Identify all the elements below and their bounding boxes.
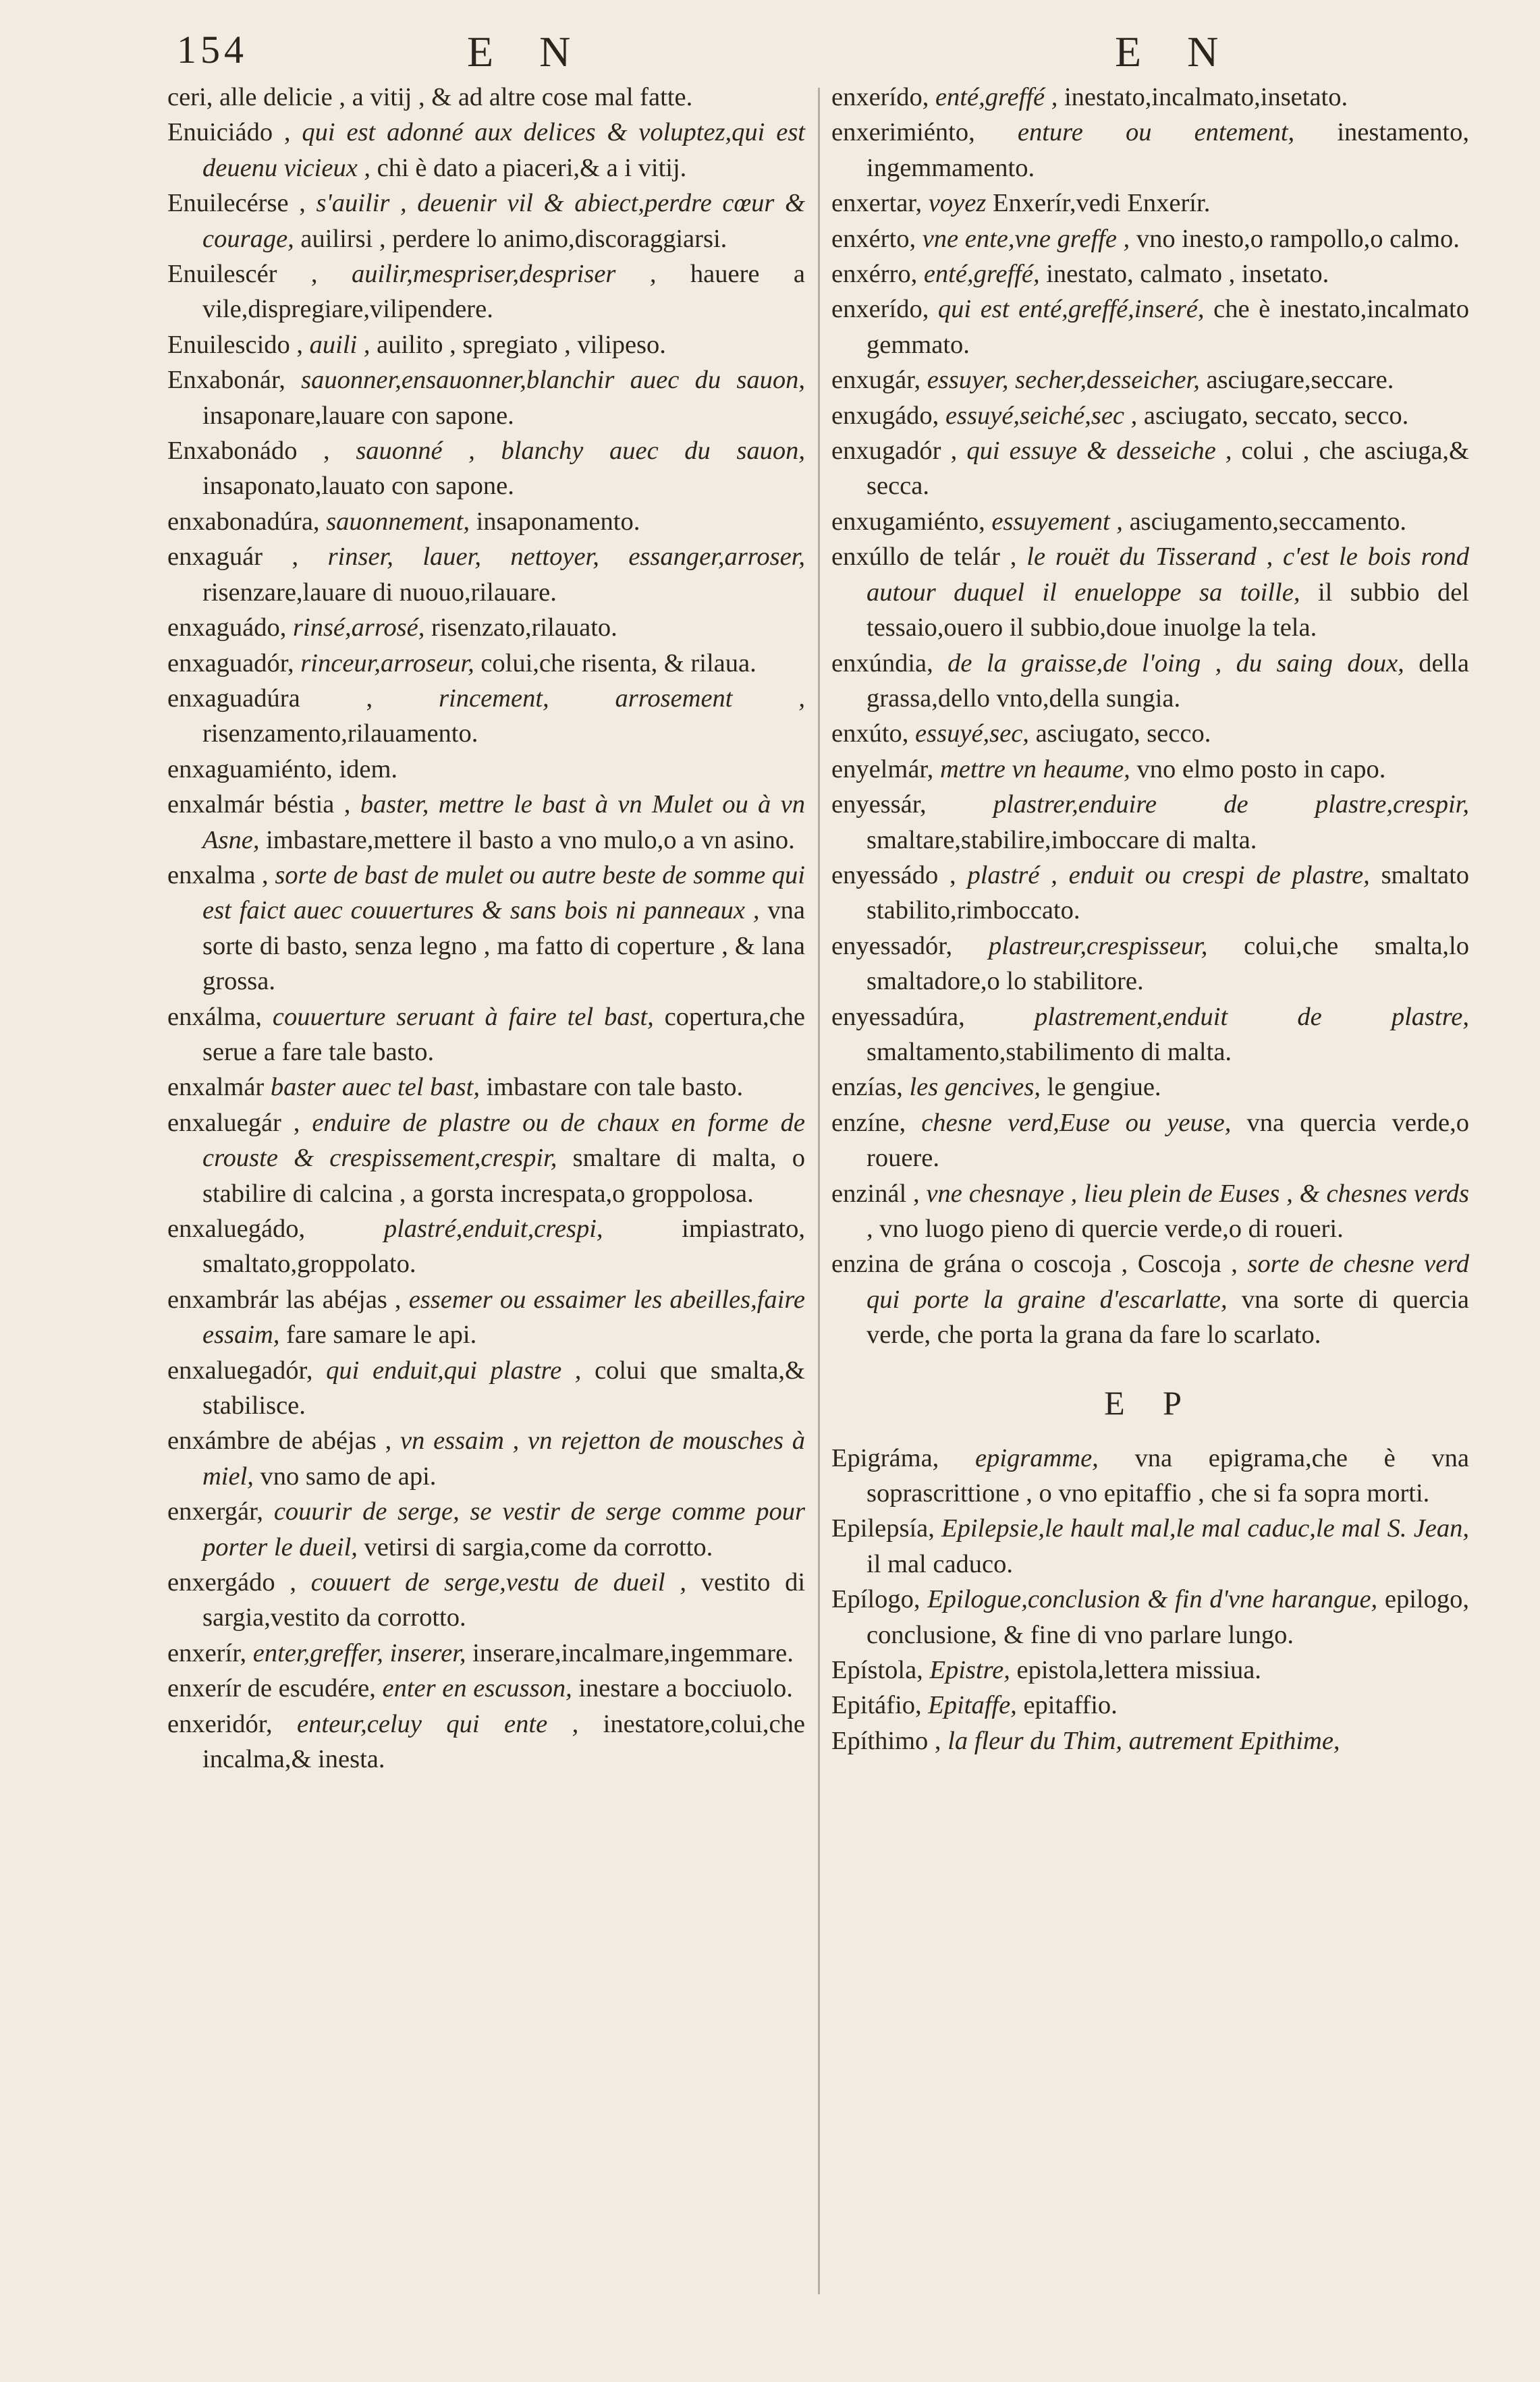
dictionary-entry [167,646,805,681]
headword: enxeridór, [167,1709,273,1738]
dictionary-entry [167,1423,805,1494]
dictionary-entry [831,186,1469,221]
running-head-right: E N [1115,28,1236,76]
french-gloss: la fleur du Thim, autrement Epithime, [947,1726,1340,1755]
french-gloss: couurir de serge, se vestir de serge comme pour porter le dueil, [202,1497,805,1561]
headword: enyessár, [831,790,927,819]
french-gloss: enteur,celuy qui ente , [297,1709,579,1738]
headword: enxaluegádo, [167,1215,306,1243]
french-gloss: voyez [928,189,987,218]
headword: enxaguamiénto, [167,754,333,783]
headword: enxerído, [831,83,929,111]
dictionary-entry [831,999,1469,1070]
italian-gloss: colui , che asciuga,& secca. [867,437,1470,501]
italian-gloss: risenzare,lauare di nuouo,rilauare. [202,578,557,607]
french-gloss: enter en escusson, [382,1674,572,1703]
headword: enxálma, [167,1002,263,1031]
dictionary-entry [167,681,805,752]
italian-gloss: fare samare le api. [286,1321,477,1350]
french-gloss: plastreur,crespisseur, [988,931,1208,960]
headword: enxaguár , [167,543,299,572]
french-gloss: essuyé,sec, [915,719,1029,748]
italian-gloss: Enxerír,vedi Enxerír. [992,189,1211,218]
italian-gloss: imbastare con tale basto. [486,1073,744,1102]
french-gloss: essemer ou essaimer les abeilles,faire essaim, [202,1285,805,1350]
dictionary-entry [167,80,805,115]
french-gloss: enté,greffé, [923,260,1040,289]
headword: enxerimiénto, [831,118,975,147]
french-gloss: qui est enté,greffé,inseré, [937,295,1205,324]
italian-gloss: vestito di sargia,vestito da corrotto. [202,1568,806,1632]
dictionary-entry [831,1653,1469,1688]
italian-gloss: inestato, calmato , insetato. [1046,260,1329,289]
dictionary-entry [167,539,805,610]
french-gloss: auili , [309,330,370,359]
dictionary-entry [167,1494,805,1565]
dictionary-entry [167,256,805,327]
french-gloss: plastré , enduit ou crespi de plastre, [967,860,1370,889]
french-gloss: qui essuye & desseiche , [966,437,1232,466]
dictionary-entry [831,929,1469,999]
italian-gloss: vno samo de api. [260,1462,437,1491]
italian-gloss: insaponamento. [476,507,640,536]
french-gloss: plastrer,enduire de plastre,crespir, [993,790,1469,819]
dictionary-entry [167,858,805,999]
italian-gloss: auilito , spregiato , vilipeso. [377,330,666,359]
dictionary-entry [831,646,1469,717]
headword: enxugádo, [831,401,939,430]
french-gloss: Epistre, [929,1656,1010,1685]
french-gloss: baster, mettre le bast à vn Mulet ou à vn Asne, [202,790,806,854]
italian-gloss: risenzato,rilauato. [431,613,617,642]
french-gloss: sorte de chesne verd qui porte la graine d'escarlatte, [867,1250,1469,1314]
french-gloss: couuert de serge,vestu de dueil , [310,1568,686,1597]
dictionary-entry [831,858,1469,929]
dictionary-entry [831,256,1469,292]
italian-gloss: che è inestato,incalmato gemmato. [867,295,1469,359]
italian-gloss: auilirsi , perdere lo animo,discoraggiarsi. [300,224,727,253]
dictionary-entry [831,1511,1469,1582]
italian-gloss: risenzamento,rilauamento. [202,719,478,748]
dictionary-entry [167,327,805,362]
dictionary-entry [167,787,805,858]
dictionary-entry [831,292,1469,362]
italian-gloss: vno inesto,o rampollo,o calmo. [1136,224,1460,253]
headword: Epílogo, [831,1585,920,1614]
headword: Epilepsía, [831,1514,935,1543]
dictionary-entry [167,1671,805,1706]
dictionary-entry [167,1105,805,1211]
headword: enzinál , [831,1179,920,1208]
headword: enxúndia, [831,648,933,677]
headword: enxaluegár , [167,1108,300,1137]
dictionary-entry [167,186,805,256]
italian-gloss: chi è dato a piaceri,& a i vitij. [377,153,687,182]
french-gloss: rincement, arrosement , [439,684,805,713]
italian-gloss: ceri, alle delicie , a vitij , & ad altre cose mal fatte. [167,83,693,111]
headword: enxergár, [167,1497,264,1526]
dictionary-entry [831,504,1469,539]
headword: enxúllo de telár , [831,543,1017,572]
french-gloss: de la graisse,de l'oing , du saing doux, [947,648,1404,677]
headword: enxabonadúra, [167,507,320,536]
french-gloss: baster auec tel bast, [270,1073,480,1102]
french-gloss: vne ente,vne greffe , [922,224,1130,253]
italian-gloss: asciugare,seccare. [1206,366,1394,395]
headword: enxaluegadór, [167,1356,313,1385]
italian-gloss: della grassa,dello vnto,della sungia. [867,648,1470,713]
italian-gloss: vetirsi di sargia,come da corrotto. [364,1532,713,1561]
italian-gloss: le gengiue. [1047,1073,1161,1102]
italian-gloss: insaponato,lauato con sapone. [202,472,514,501]
italian-gloss: vna quercia verde,o rouere. [867,1108,1470,1173]
dictionary-entry [831,115,1469,186]
headword: Enxabonár, [167,366,285,395]
dictionary-entry [831,1176,1469,1247]
french-gloss: plastré,enduit,crespi, [383,1215,603,1243]
headword: enxambrár las abéjas , [167,1285,402,1314]
headword: Epitáfio, [831,1691,922,1720]
headword: enxugár, [831,366,921,395]
french-gloss: rinsé,arrosé, [293,613,425,642]
italian-gloss: hauere a vile,dispregiare,vilipendere. [202,260,806,324]
french-gloss: sauonner,ensauonner,blanchir auec du sauon, [301,366,805,395]
italian-gloss: copertura,che serue a fare tale basto. [202,1002,806,1066]
italian-gloss: vna sorte di basto, senza legno , ma fatto di coperture , & lana grossa. [202,896,805,996]
dictionary-entry [831,221,1469,256]
italian-gloss: inserare,incalmare,ingemmare. [472,1638,794,1667]
italian-gloss: inestatore,colui,che incalma,& inesta. [202,1709,805,1774]
headword: Enxabonádo , [167,437,330,466]
headword: enzíne, [831,1108,906,1137]
french-gloss: qui enduit,qui plastre , [326,1356,582,1385]
headword: Epigráma, [831,1443,939,1472]
headword: Enuilecérse , [167,189,306,218]
italian-gloss: colui,che risenta, & rilaua. [480,648,757,677]
french-gloss: rinceur,arroseur, [300,648,474,677]
headword: enxerír, [167,1638,247,1667]
dictionary-entry [831,1723,1469,1758]
headword: enxámbre de abéjas , [167,1427,392,1456]
italian-gloss: vno elmo posto in capo. [1136,754,1386,783]
dictionary-entry [167,999,805,1070]
french-gloss: sauonné , blanchy auec du sauon, [356,437,805,466]
dictionary-entry [167,1353,805,1424]
french-gloss: couuerture seruant à faire tel bast, [272,1002,654,1031]
dictionary-entry [167,1211,805,1282]
headword: enxergádo , [167,1568,296,1597]
dictionary-entry [831,716,1469,751]
headword: enxalmár béstia , [167,790,351,819]
headword: enyessadúra, [831,1002,965,1031]
headword: enxúto, [831,719,909,748]
dictionary-entry [831,1070,1469,1105]
headword: enxaguadúra , [167,684,373,713]
italian-gloss: asciugato, seccato, secco. [1143,401,1409,430]
headword: enxugadór , [831,437,958,466]
dictionary-entry [831,433,1469,504]
french-gloss: rinser, lauer, nettoyer, essanger,arroser, [327,543,805,572]
french-gloss: enté,greffé , [935,83,1058,111]
dictionary-entry [831,362,1469,397]
headword: enxérro, [831,260,918,289]
italian-gloss: epitaffio. [1023,1691,1118,1720]
italian-gloss: impiastrato, smaltato,groppolato. [202,1215,805,1279]
french-gloss: chesne verd,Euse ou yeuse, [921,1108,1232,1137]
dictionary-entry [831,787,1469,858]
dictionary-entry [167,1565,805,1636]
italian-gloss: inestato,incalmato,insetato. [1064,83,1348,111]
dictionary-entry [831,1582,1469,1653]
french-gloss: epigramme, [974,1443,1099,1472]
dictionary-entry [167,115,805,186]
italian-gloss: il subbio del tessaio,ouero il subbio,doue inuolge la tela. [867,578,1470,642]
headword: enyessadór, [831,931,953,960]
dictionary-entry [167,362,805,433]
dictionary-entry [831,1246,1469,1352]
dictionary-entry [831,1441,1469,1512]
italian-gloss: epistola,lettera missiua. [1016,1656,1261,1685]
dictionary-entry [167,1070,805,1105]
italian-gloss: asciugato, secco. [1035,719,1211,748]
headword: enyessádo , [831,860,956,889]
headword: Enuilescér , [167,260,318,289]
headword: enxaguádo, [167,613,287,642]
dictionary-entry [167,1707,805,1777]
headword: enxérto, [831,224,916,253]
headword: enxugamiénto, [831,507,985,536]
italian-gloss: idem. [339,754,398,783]
french-gloss: s'auilir , deuenir vil & abiect,perdre cœur & courage, [202,189,806,253]
headword: enxerído, [831,295,929,324]
italian-gloss: inestamento, ingemmamento. [867,118,1469,182]
italian-gloss: smaltare,stabilire,imboccare di malta. [867,825,1257,854]
headword: enxalma , [167,860,269,889]
french-gloss: Epilogue,conclusion & fin d'vne harangue, [927,1585,1378,1614]
headword: enxalmár [167,1073,265,1102]
french-gloss: Epilepsie,le hault mal,le mal caduc,le mal S. Jean, [941,1514,1469,1543]
section-heading: E P [1104,1383,1197,1422]
french-gloss: essuyement , [991,507,1123,536]
french-gloss: plastrement,enduit de plastre, [1034,1002,1470,1031]
italian-gloss: il mal caduco. [867,1549,1014,1578]
italian-gloss: vna sorte di quercia verde, che porta la grana da fare lo scarlato. [867,1285,1470,1350]
headword: enxertar, [831,189,923,218]
headword: Epíthimo , [831,1726,941,1755]
dictionary-entry [167,1636,805,1671]
italian-gloss: colui que smalta,& stabilisce. [202,1356,805,1420]
french-gloss: essuyé,seiché,sec , [945,401,1138,430]
french-gloss: Epitaffe, [928,1691,1017,1720]
french-gloss: enture ou entement, [1017,118,1295,147]
italian-gloss: smaltare di malta, o stabilire di calcina , a gorsta increspata,o groppolosa. [202,1144,805,1208]
french-gloss: sauonnement, [326,507,470,536]
french-gloss: vne chesnaye , lieu plein de Euses , & chesnes verds , [867,1179,1469,1243]
dictionary-entry [167,433,805,504]
italian-gloss: vno luogo pieno di quercie verde,o di roueri. [879,1215,1344,1243]
italian-gloss: vna epigrama,che è vna soprascrittione , o vno epitaffio , che si fa sopra morti. [867,1443,1470,1508]
french-gloss: sorte de bast de mulet ou autre beste de somme qui est faict auec couuertures & sans bois ni panneaux , [202,860,805,925]
italian-gloss: asciugamento,seccamento. [1129,507,1407,536]
french-gloss: les gencives, [909,1073,1041,1102]
french-gloss: mettre vn heaume, [939,754,1130,783]
french-gloss: enter,greffer, inserer, [252,1638,466,1667]
italian-gloss: epilogo, conclusione, & fine di vno parlare lungo. [867,1585,1469,1649]
italian-gloss: inestare a bocciuolo. [578,1674,793,1703]
dictionary-entry [167,504,805,539]
headword: enzías, [831,1073,903,1102]
dictionary-entry [831,1105,1469,1176]
italian-gloss: imbastare,mettere il basto a vno mulo,o a vn asino. [266,825,795,854]
french-gloss: auilir,mespriser,despriser , [351,260,657,289]
french-gloss: le rouët du Tisserand , c'est le bois rond autour duquel il enueloppe sa toille, [867,543,1469,607]
dictionary-entry [167,752,805,787]
french-gloss: essuyer, secher,desseicher, [927,366,1200,395]
dictionary-entry [167,610,805,645]
headword: enzina de grána o coscoja , Coscoja , [831,1250,1238,1279]
french-gloss: enduire de plastre ou de chaux en forme de crouste & crespissement,crespir, [202,1108,806,1173]
headword: Epístola, [831,1656,923,1685]
column-divider [818,88,820,2294]
dictionary-entry [831,80,1469,115]
headword: enxaguadór, [167,648,294,677]
dictionary-entry [831,398,1469,433]
right-column [831,80,1469,1758]
running-head-left: E N [467,28,588,76]
italian-gloss: insaponare,lauare con sapone. [202,401,514,430]
dictionary-entry [831,1688,1469,1723]
italian-gloss: smaltamento,stabilimento di malta. [867,1037,1232,1066]
italian-gloss: smaltato stabilito,rimboccato. [867,860,1470,925]
headword: enyelmár, [831,754,934,783]
dictionary-entry [831,752,1469,787]
french-gloss: qui est adonné aux delices & voluptez,qui est deuenu vicieux , [202,118,805,182]
dictionary-entry [831,539,1469,645]
italian-gloss: colui,che smalta,lo smaltadore,o lo stabilitore. [867,931,1470,996]
headword: Enuiciádo , [167,118,291,147]
headword: enxerír de escudére, [167,1674,376,1703]
dictionary-entry [167,1282,805,1353]
french-gloss: vn essaim , vn rejetton de mousches à miel, [202,1427,805,1491]
page-number: 154 [177,28,248,72]
headword: Enuilescido , [167,330,304,359]
left-column [167,80,805,1777]
